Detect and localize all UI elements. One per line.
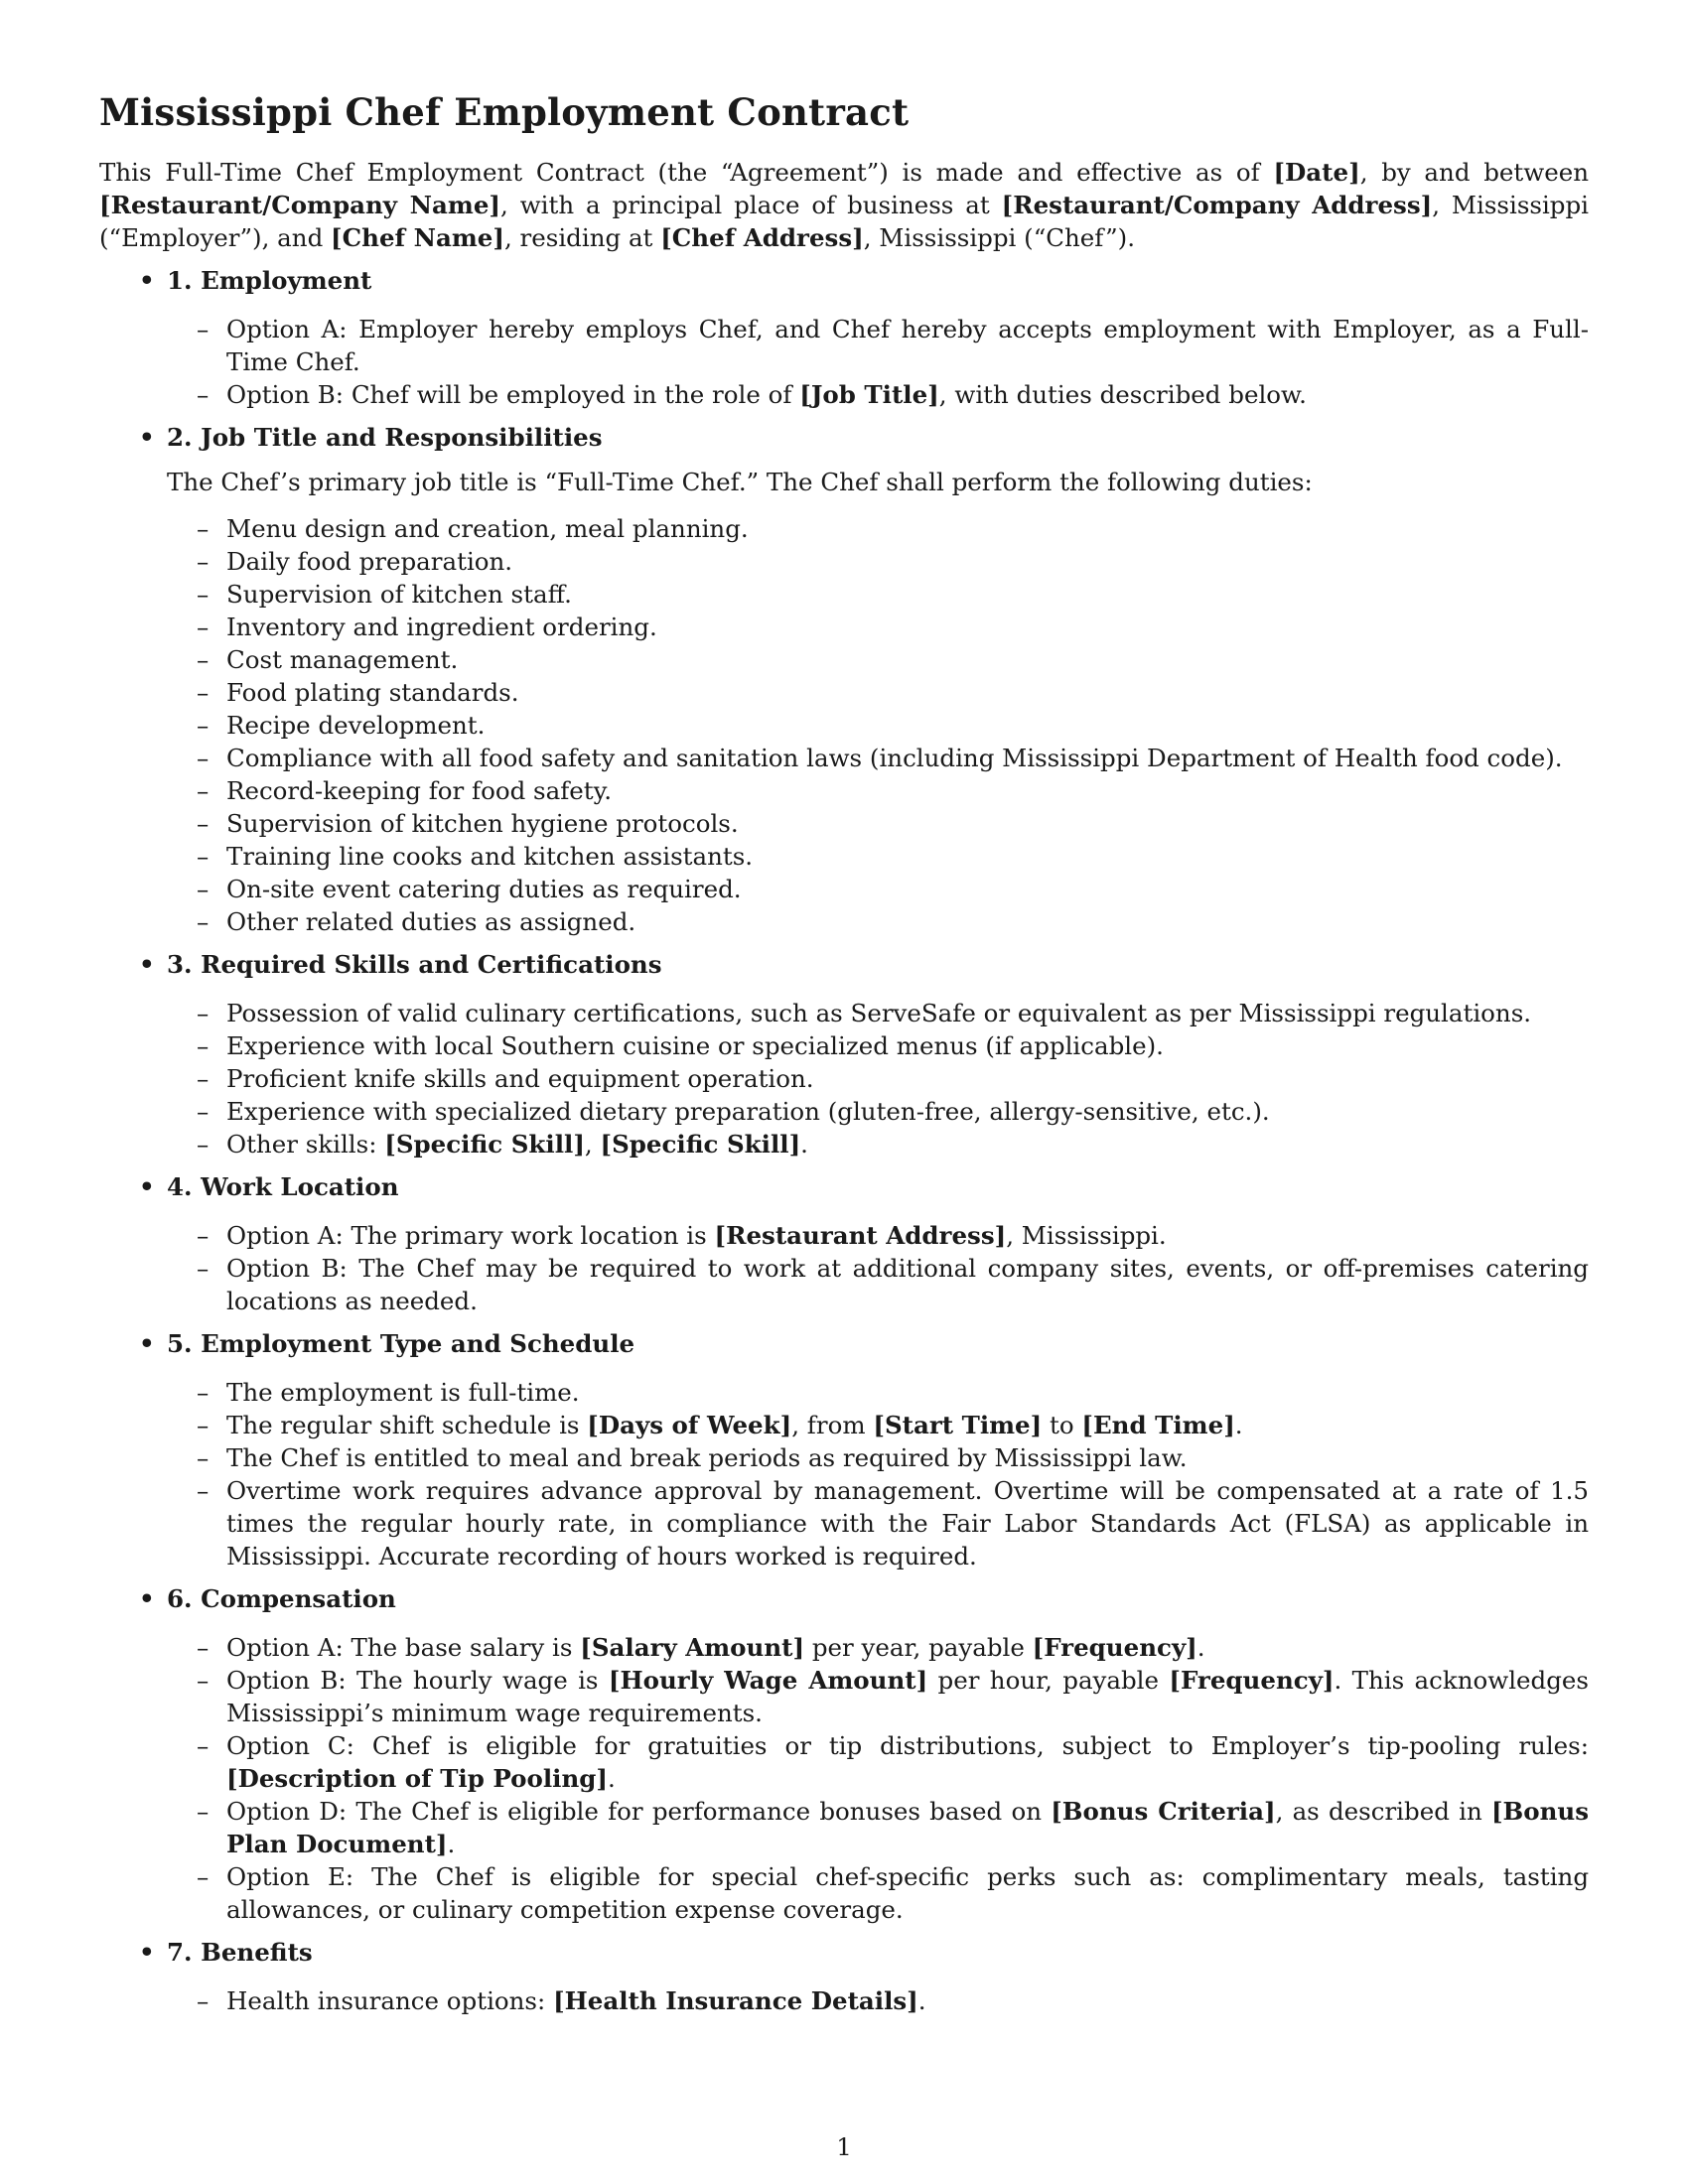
text-run: Option A: Employer hereby employs Chef, and Chef hereby accepts employment with Employer, as a Full-Time Chef. xyxy=(226,315,1589,376)
text-run: Compliance with all food safety and sanitation laws (including Mississippi Department of Health food code). xyxy=(226,744,1563,772)
text-run: Option C: Chef is eligible for gratuities or tip distributions, subject to Employer’s tip-pooling rules: xyxy=(226,1731,1589,1760)
list-item xyxy=(167,676,1589,709)
list-item xyxy=(167,1441,1589,1474)
list-item xyxy=(167,1984,1589,2017)
list-item xyxy=(167,313,1589,378)
placeholder-field: [Job Title] xyxy=(799,380,939,409)
dash-icon: – xyxy=(197,1476,210,1505)
section xyxy=(99,264,1589,411)
list-item xyxy=(167,611,1589,643)
bullet-icon: • xyxy=(139,423,155,452)
list-item xyxy=(167,643,1589,676)
text-run: Experience with local Southern cuisine or specialized menus (if applicable). xyxy=(226,1031,1164,1060)
bullet-icon: • xyxy=(139,1329,155,1358)
bullet-icon: • xyxy=(139,1584,155,1613)
text-run: Option E: The Chef is eligible for special chef-specific perks such as: complimentary meals, tasting allowances, or culinary competition expense coverage. xyxy=(226,1862,1589,1924)
dash-icon: – xyxy=(197,776,210,805)
dash-icon: – xyxy=(197,645,210,674)
section xyxy=(99,1327,1589,1572)
list-item xyxy=(167,742,1589,774)
dash-icon: – xyxy=(197,875,210,903)
text-run: per year, payable xyxy=(804,1633,1033,1662)
dash-icon: – xyxy=(197,1097,210,1126)
text-run: Option D: The Chef is eligible for performance bonuses based on xyxy=(226,1797,1052,1826)
dash-icon: – xyxy=(197,1221,210,1250)
dash-icon: – xyxy=(197,1443,210,1472)
text-run: This Full-Time Chef Employment Contract (the “Agreement”) is made and effective as of xyxy=(99,158,1274,187)
dash-icon: – xyxy=(197,711,210,740)
bullet-icon: • xyxy=(139,1938,155,1967)
section xyxy=(99,1170,1589,1317)
placeholder-field: [Date] xyxy=(1273,158,1360,187)
text-run: Inventory and ingredient ordering. xyxy=(226,613,657,641)
placeholder-field: [Specific Skill] xyxy=(600,1130,801,1159)
text-run: . xyxy=(447,1830,456,1858)
dash-icon: – xyxy=(197,1666,210,1695)
placeholder-field: [End Time] xyxy=(1081,1411,1235,1439)
text-run: Other related duties as assigned. xyxy=(226,907,636,936)
page-title: Mississippi Chef Employment Contract xyxy=(99,90,910,134)
item-list xyxy=(167,1376,1589,1572)
section xyxy=(99,948,1589,1160)
list-item xyxy=(167,709,1589,742)
text-run: Food plating standards. xyxy=(226,678,519,707)
list-item xyxy=(167,840,1589,873)
text-run: On-site event catering duties as required. xyxy=(226,875,742,903)
placeholder-field: [Description of Tip Pooling] xyxy=(226,1764,608,1793)
text-run: The regular shift schedule is xyxy=(226,1411,588,1439)
text-run: The employment is full-time. xyxy=(226,1378,580,1407)
section xyxy=(99,421,1589,938)
text-run: , by and between xyxy=(1359,158,1589,187)
text-run: . This acknowledges Mississippi’s minimum wage requirements. xyxy=(226,1666,1589,1727)
placeholder-field: [Restaurant/Company Name] xyxy=(99,191,501,219)
dash-icon: – xyxy=(197,514,210,543)
dash-icon: – xyxy=(197,1731,210,1760)
text-run: Record-keeping for food safety. xyxy=(226,776,613,805)
item-list xyxy=(167,1219,1589,1317)
text-run: Health insurance options: xyxy=(226,1986,554,2015)
text-run: Supervision of kitchen hygiene protocols. xyxy=(226,809,739,838)
text-run: . xyxy=(1234,1411,1243,1439)
list-item xyxy=(167,1376,1589,1409)
placeholder-field: [Bonus Plan Document] xyxy=(226,1797,1590,1858)
intro-paragraph xyxy=(99,156,1589,254)
text-run: , Mississippi. xyxy=(1006,1221,1167,1250)
bullet-icon: • xyxy=(139,1172,155,1201)
dash-icon: – xyxy=(197,678,210,707)
dash-icon: – xyxy=(197,1064,210,1093)
placeholder-field: [Chef Name] xyxy=(331,223,504,252)
dash-icon: – xyxy=(197,1411,210,1439)
document-page xyxy=(99,84,1589,2027)
placeholder-field: [Restaurant Address] xyxy=(714,1221,1007,1250)
placeholder-field: [Hourly Wage Amount] xyxy=(608,1666,928,1695)
dash-icon: – xyxy=(197,613,210,641)
placeholder-field: [Bonus Criteria] xyxy=(1051,1797,1276,1826)
text-run: , Mississippi (“Chef”). xyxy=(863,223,1136,252)
list-item xyxy=(167,1128,1589,1160)
text-run: Option A: The base salary is xyxy=(226,1633,581,1662)
dash-icon: – xyxy=(197,907,210,936)
dash-icon: – xyxy=(197,809,210,838)
dash-icon: – xyxy=(197,1031,210,1060)
section-intro: The Chef’s primary job title is “Full-Time Chef.” The Chef shall perform the following duties: xyxy=(167,468,1313,496)
text-run: , xyxy=(584,1130,601,1159)
item-list xyxy=(167,997,1589,1160)
section-title: 1. Employment xyxy=(167,266,372,295)
text-run: Proficient knife skills and equipment operation. xyxy=(226,1064,814,1093)
text-run: Daily food preparation. xyxy=(226,547,513,576)
item-list xyxy=(167,313,1589,411)
dash-icon: – xyxy=(197,842,210,871)
placeholder-field: [Start Time] xyxy=(873,1411,1043,1439)
text-run: Supervision of kitchen staff. xyxy=(226,580,572,609)
placeholder-field: [Restaurant/Company Address] xyxy=(1001,191,1433,219)
section-title: 4. Work Location xyxy=(167,1172,399,1201)
list-item xyxy=(167,1409,1589,1441)
item-list xyxy=(167,1631,1589,1926)
list-item xyxy=(167,1474,1589,1572)
section-list xyxy=(99,264,1589,2017)
placeholder-field: [Frequency] xyxy=(1169,1666,1335,1695)
list-item xyxy=(167,1219,1589,1252)
text-run: , Mississippi (“Employer”), and xyxy=(99,191,1590,252)
list-item xyxy=(167,1062,1589,1095)
text-run: Option A: The primary work location is xyxy=(226,1221,715,1250)
section xyxy=(99,1936,1589,2017)
text-run: . xyxy=(1196,1633,1205,1662)
dash-icon: – xyxy=(197,1633,210,1662)
list-item xyxy=(167,807,1589,840)
list-item xyxy=(167,1029,1589,1062)
text-run: , from xyxy=(791,1411,874,1439)
bullet-icon: • xyxy=(139,950,155,979)
section-title: 6. Compensation xyxy=(167,1584,396,1613)
section-title: 2. Job Title and Responsibilities xyxy=(167,423,603,452)
text-run: , with duties described below. xyxy=(938,380,1307,409)
text-run: Option B: The Chef may be required to work at additional company sites, events, or off-premises catering locations as needed. xyxy=(226,1254,1589,1315)
text-run: , as described in xyxy=(1275,1797,1491,1826)
text-run: Cost management. xyxy=(226,645,459,674)
list-item xyxy=(167,545,1589,578)
text-run: Possession of valid culinary certifications, such as ServeSafe or equivalent as per Mississippi regulations. xyxy=(226,999,1532,1027)
list-item xyxy=(167,1729,1589,1795)
list-item xyxy=(167,905,1589,938)
placeholder-field: [Specific Skill] xyxy=(384,1130,585,1159)
text-run: Recipe development. xyxy=(226,711,486,740)
section-title: 7. Benefits xyxy=(167,1938,313,1967)
list-item xyxy=(167,378,1589,411)
dash-icon: – xyxy=(197,580,210,609)
text-run: Menu design and creation, meal planning. xyxy=(226,514,749,543)
list-item xyxy=(167,512,1589,545)
text-run: The Chef is entitled to meal and break periods as required by Mississippi law. xyxy=(226,1443,1188,1472)
dash-icon: – xyxy=(197,1130,210,1159)
placeholder-field: [Health Insurance Details] xyxy=(553,1986,918,2015)
dash-icon: – xyxy=(197,1254,210,1283)
text-run: Experience with specialized dietary preparation (gluten-free, allergy-sensitive, etc.). xyxy=(226,1097,1270,1126)
dash-icon: – xyxy=(197,547,210,576)
text-run: . xyxy=(800,1130,808,1159)
text-run: Option B: The hourly wage is xyxy=(226,1666,609,1695)
text-run: Overtime work requires advance approval by management. Overtime will be compensated at a rate of 1.5 times the regular hourly rate, in compliance with the Fair Labor Standards Act (FLSA) as applicable in Mississippi. Accurate recording of hours worked is required. xyxy=(226,1476,1589,1570)
text-run: , with a principal place of business at xyxy=(500,191,1002,219)
list-item xyxy=(167,1631,1589,1664)
list-item xyxy=(167,873,1589,905)
placeholder-field: [Salary Amount] xyxy=(580,1633,805,1662)
text-run: per hour, payable xyxy=(927,1666,1170,1695)
dash-icon: – xyxy=(197,744,210,772)
dash-icon: – xyxy=(197,1986,210,2015)
section xyxy=(99,1582,1589,1926)
placeholder-field: [Frequency] xyxy=(1032,1633,1197,1662)
item-list xyxy=(167,1984,1589,2017)
list-item xyxy=(167,578,1589,611)
placeholder-field: [Chef Address] xyxy=(660,223,864,252)
page-number: 1 xyxy=(836,2132,852,2161)
list-item xyxy=(167,997,1589,1029)
item-list xyxy=(167,512,1589,938)
text-run: , residing at xyxy=(503,223,661,252)
list-item xyxy=(167,1252,1589,1317)
dash-icon: – xyxy=(197,1862,210,1891)
dash-icon: – xyxy=(197,999,210,1027)
list-item xyxy=(167,774,1589,807)
text-run: to xyxy=(1042,1411,1082,1439)
list-item xyxy=(167,1095,1589,1128)
text-run: Option B: Chef will be employed in the role of xyxy=(226,380,800,409)
dash-icon: – xyxy=(197,1797,210,1826)
bullet-icon: • xyxy=(139,266,155,295)
dash-icon: – xyxy=(197,380,210,409)
list-item xyxy=(167,1795,1589,1860)
text-run: . xyxy=(917,1986,926,2015)
dash-icon: – xyxy=(197,1378,210,1407)
dash-icon: – xyxy=(197,315,210,343)
list-item xyxy=(167,1664,1589,1729)
placeholder-field: [Days of Week] xyxy=(587,1411,792,1439)
list-item xyxy=(167,1860,1589,1926)
text-run: Other skills: xyxy=(226,1130,385,1159)
section-title: 3. Required Skills and Certifications xyxy=(167,950,662,979)
text-run: . xyxy=(608,1764,616,1793)
section-title: 5. Employment Type and Schedule xyxy=(167,1329,635,1358)
text-run: Training line cooks and kitchen assistants. xyxy=(226,842,754,871)
